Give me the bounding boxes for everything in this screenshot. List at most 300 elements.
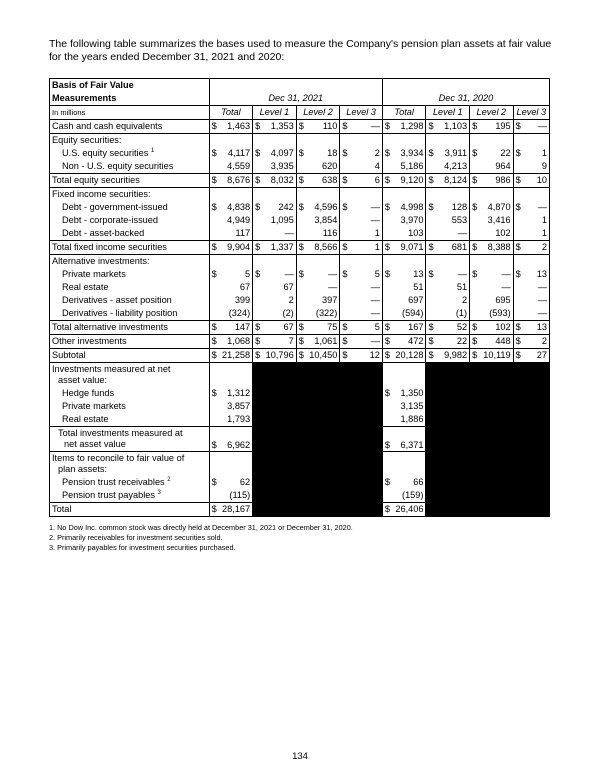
value-cell: — <box>457 269 468 279</box>
currency-sign: $ <box>209 174 219 188</box>
value-cell <box>392 134 426 148</box>
currency-sign: $ <box>382 201 392 214</box>
currency-sign: $ <box>340 268 350 281</box>
value-cell: — <box>523 307 550 321</box>
currency-sign: $ <box>426 174 436 188</box>
value-cell: — <box>284 269 294 279</box>
value-cell: 10,450 <box>306 349 340 363</box>
row-label: Derivatives - asset position <box>50 294 210 307</box>
value-cell: 9 <box>523 160 550 174</box>
currency-sign <box>382 188 392 202</box>
value-cell: — <box>370 215 380 225</box>
value-cell <box>436 188 470 202</box>
currency-sign <box>470 281 480 294</box>
currency-sign: $ <box>209 120 219 134</box>
row-label: Other investments <box>50 335 210 349</box>
header-row-columns <box>50 106 550 120</box>
currency-sign <box>426 307 436 321</box>
value-cell: 8,388 <box>479 241 513 255</box>
currency-sign <box>296 281 306 294</box>
currency-sign: $ <box>513 268 523 281</box>
value-cell: 66 <box>413 477 424 487</box>
value-cell: 2 <box>523 335 550 349</box>
currency-sign: $ <box>253 174 263 188</box>
value-cell: 986 <box>479 174 513 188</box>
currency-sign: $ <box>382 268 392 281</box>
currency-sign <box>209 307 219 321</box>
row-real-estate <box>50 281 550 294</box>
value-cell <box>523 188 550 202</box>
blank-shaded-cells <box>253 387 383 400</box>
value-cell: 7 <box>262 335 296 349</box>
row-label: Subtotal <box>50 349 210 363</box>
row-label: Debt - corporate-issued <box>50 214 210 227</box>
row-subtotal <box>50 349 550 363</box>
currency-sign <box>382 489 392 503</box>
currency-sign: $ <box>470 174 480 188</box>
value-cell: 9,071 <box>392 241 426 255</box>
page-number: 134 <box>292 751 308 762</box>
currency-sign: $ <box>382 147 392 160</box>
currency-sign <box>382 400 392 413</box>
value-cell: 2 <box>523 241 550 255</box>
currency-sign: $ <box>426 201 436 214</box>
currency-sign: $ <box>470 335 480 349</box>
row-label: Alternative investments: <box>50 255 210 269</box>
table-title-line2: Measurements <box>50 92 210 106</box>
header-row-periods <box>50 92 550 106</box>
blank-shaded-cells <box>253 413 383 427</box>
row-label: Non - U.S. equity securities <box>50 160 210 174</box>
row-debt-corporate <box>50 214 550 227</box>
value-cell <box>523 255 550 269</box>
blank-shaded-cells <box>426 400 550 413</box>
currency-sign: $ <box>253 241 263 255</box>
value-cell <box>219 188 253 202</box>
currency-sign: $ <box>382 349 392 363</box>
currency-sign <box>513 255 523 269</box>
currency-sign: $ <box>296 147 306 160</box>
value-cell: 116 <box>322 228 338 238</box>
currency-sign: $ <box>382 387 392 400</box>
currency-sign <box>426 134 436 148</box>
intro-paragraph: The following table summarizes the bases used to measure the Company's pension plan assets at fair value for the years ended December 31, 2021 and 2020: <box>49 38 552 63</box>
currency-sign <box>253 227 263 241</box>
row-label: Debt - asset-backed <box>50 227 210 241</box>
value-cell: 4,870 <box>487 202 511 212</box>
currency-sign <box>426 281 436 294</box>
value-cell: 620 <box>322 161 338 171</box>
currency-sign <box>340 214 350 227</box>
currency-sign: $ <box>426 147 436 160</box>
currency-sign <box>513 134 523 148</box>
footnotes <box>49 523 353 553</box>
currency-sign: $ <box>513 349 523 363</box>
currency-sign: $ <box>340 120 350 134</box>
value-cell: 472 <box>392 335 426 349</box>
value-cell: 2 <box>288 295 294 305</box>
currency-sign <box>296 134 306 148</box>
currency-sign <box>426 188 436 202</box>
currency-sign <box>513 307 523 321</box>
currency-sign <box>209 413 219 427</box>
currency-sign: $ <box>340 174 350 188</box>
currency-sign: $ <box>382 241 392 255</box>
currency-sign <box>470 134 480 148</box>
value-cell <box>436 134 470 148</box>
value-cell: 397 <box>322 295 338 305</box>
currency-sign: $ <box>209 201 219 214</box>
currency-sign: $ <box>513 241 523 255</box>
value-cell: 448 <box>479 335 513 349</box>
value-cell: 1,886 <box>400 414 424 424</box>
currency-sign <box>382 281 392 294</box>
currency-sign: $ <box>513 335 523 349</box>
currency-sign: $ <box>253 120 263 134</box>
row-label: Hedge funds <box>50 387 210 400</box>
currency-sign <box>296 255 306 269</box>
currency-sign: $ <box>382 321 392 335</box>
row-fixed-income-head <box>50 188 550 202</box>
value-cell: 3,135 <box>400 401 424 411</box>
currency-sign <box>296 188 306 202</box>
value-cell: 4,117 <box>227 148 251 158</box>
value-cell: 1 <box>523 214 550 227</box>
value-cell: 5 <box>245 269 251 279</box>
currency-sign <box>426 214 436 227</box>
value-cell: 1,463 <box>219 120 253 134</box>
currency-sign: $ <box>340 147 350 160</box>
row-total <box>50 503 550 517</box>
value-cell: (1) <box>455 308 468 318</box>
row-alternative-head <box>50 255 550 269</box>
value-cell: — <box>370 202 380 212</box>
currency-sign: $ <box>209 427 219 452</box>
row-label: Fixed income securities: <box>50 188 210 202</box>
value-cell <box>219 134 253 148</box>
currency-sign: $ <box>253 335 263 349</box>
value-cell <box>392 452 426 477</box>
row-label: Total equity securities <box>50 174 210 188</box>
currency-sign <box>253 134 263 148</box>
row-reconcile-head <box>50 452 550 477</box>
value-cell: — <box>523 201 550 214</box>
value-cell: 553 <box>451 215 468 225</box>
row-label: Items to reconcile to fair value of plan assets: <box>50 452 210 477</box>
currency-sign: $ <box>296 241 306 255</box>
currency-sign <box>209 452 219 477</box>
currency-sign <box>209 188 219 202</box>
currency-sign <box>470 214 480 227</box>
currency-sign <box>382 227 392 241</box>
currency-sign <box>209 294 219 307</box>
currency-sign <box>209 363 219 388</box>
row-derivatives-liability <box>50 307 550 321</box>
col-header: Total <box>209 106 253 120</box>
value-cell: 18 <box>327 148 338 158</box>
value-cell: (159) <box>402 490 424 500</box>
value-cell: 5 <box>349 321 382 335</box>
currency-sign: $ <box>513 201 523 214</box>
value-cell: 1,337 <box>262 241 296 255</box>
currency-sign <box>470 227 480 241</box>
value-cell <box>349 188 382 202</box>
row-nonus-equity <box>50 160 550 174</box>
value-cell <box>479 255 513 269</box>
value-cell <box>392 255 426 269</box>
blank-shaded-cells <box>426 503 550 517</box>
currency-sign: $ <box>426 335 436 349</box>
row-label: Pension trust receivables $^2$ <box>50 476 210 489</box>
value-cell: 1,068 <box>219 335 253 349</box>
row-private-markets-nav <box>50 400 550 413</box>
value-cell: 9,982 <box>436 349 470 363</box>
blank-shaded-cells <box>426 387 550 400</box>
currency-sign <box>340 134 350 148</box>
blank-shaded-cells <box>253 503 383 517</box>
currency-sign: $ <box>296 120 306 134</box>
value-cell: 3,854 <box>314 215 338 225</box>
value-cell: 52 <box>436 321 470 335</box>
value-cell: 1,061 <box>306 335 340 349</box>
value-cell: 20,128 <box>392 349 426 363</box>
value-cell: 103 <box>408 228 424 238</box>
value-cell: 10 <box>523 174 550 188</box>
row-total-alternative <box>50 321 550 335</box>
period-2020: Dec 31, 2020 <box>382 92 549 106</box>
currency-sign <box>426 294 436 307</box>
currency-sign <box>209 255 219 269</box>
value-cell <box>479 134 513 148</box>
value-cell: 964 <box>495 161 511 171</box>
row-label: Private markets <box>50 268 210 281</box>
value-cell: 147 <box>219 321 253 335</box>
currency-sign <box>209 400 219 413</box>
currency-sign <box>253 307 263 321</box>
value-cell: 5,186 <box>400 161 424 171</box>
value-cell: 697 <box>408 295 424 305</box>
value-cell <box>392 188 426 202</box>
value-cell: 3,857 <box>227 401 251 411</box>
value-cell: 638 <box>306 174 340 188</box>
footnote-1: 1. No Dow Inc. common stock was directly held at December 31, 2021 or December 31, 2020. <box>49 523 353 532</box>
row-other-investments <box>50 335 550 349</box>
currency-sign <box>340 227 350 241</box>
row-private-markets <box>50 268 550 281</box>
value-cell: — <box>370 282 380 292</box>
value-cell <box>219 255 253 269</box>
currency-sign <box>340 307 350 321</box>
row-derivatives-asset <box>50 294 550 307</box>
value-cell <box>523 134 550 148</box>
header-row-title <box>50 79 550 93</box>
currency-sign <box>209 134 219 148</box>
value-cell: 67 <box>239 282 251 292</box>
fair-value-table <box>49 78 550 517</box>
currency-sign: $ <box>513 321 523 335</box>
currency-sign: $ <box>296 335 306 349</box>
currency-sign: $ <box>426 268 436 281</box>
currency-sign: $ <box>209 503 219 517</box>
value-cell: 4,596 <box>314 202 338 212</box>
value-cell: 6,371 <box>392 427 426 452</box>
currency-sign <box>426 227 436 241</box>
currency-sign: $ <box>209 335 219 349</box>
currency-sign <box>253 294 263 307</box>
row-label: U.S. equity securities $^1$ <box>50 147 210 160</box>
value-cell: 62 <box>239 477 251 487</box>
value-cell: (324) <box>228 308 251 318</box>
currency-sign: $ <box>296 174 306 188</box>
row-label: Investments measured at net asset value: <box>50 363 210 388</box>
currency-sign: $ <box>470 241 480 255</box>
value-cell: 1 <box>349 241 382 255</box>
row-label: Pension trust payables $^3$ <box>50 489 210 503</box>
value-cell: 22 <box>436 335 470 349</box>
currency-sign: $ <box>470 268 480 281</box>
currency-sign: $ <box>382 335 392 349</box>
value-cell: — <box>523 120 550 134</box>
currency-sign <box>470 307 480 321</box>
col-header: Level 2 <box>296 106 340 120</box>
value-cell: 4,838 <box>227 202 251 212</box>
currency-sign: $ <box>209 147 219 160</box>
currency-sign: $ <box>513 147 523 160</box>
value-cell: 67 <box>262 321 296 335</box>
currency-sign <box>513 188 523 202</box>
currency-sign: $ <box>426 120 436 134</box>
value-cell: — <box>284 228 294 238</box>
value-cell: 4,097 <box>270 148 294 158</box>
value-cell: 1,095 <box>270 215 294 225</box>
currency-sign: $ <box>470 120 480 134</box>
col-header: Level 1 <box>253 106 297 120</box>
value-cell: — <box>501 282 511 292</box>
value-cell: 2 <box>374 148 380 158</box>
value-cell: 102 <box>495 228 511 238</box>
value-cell: 4,998 <box>400 202 424 212</box>
value-cell: 9,120 <box>392 174 426 188</box>
currency-sign <box>253 255 263 269</box>
currency-sign <box>382 413 392 427</box>
currency-sign <box>513 214 523 227</box>
value-cell: 3,911 <box>444 148 468 158</box>
currency-sign: $ <box>382 427 392 452</box>
value-cell: 10,796 <box>262 349 296 363</box>
currency-sign <box>470 188 480 202</box>
blank-shaded-cells <box>253 452 383 477</box>
currency-sign <box>296 294 306 307</box>
currency-sign <box>513 281 523 294</box>
value-cell <box>262 188 296 202</box>
row-label: Real estate <box>50 413 210 427</box>
currency-sign <box>513 294 523 307</box>
value-cell: (593) <box>489 308 511 318</box>
value-cell: — <box>370 295 380 305</box>
currency-sign <box>470 294 480 307</box>
currency-sign: $ <box>340 201 350 214</box>
currency-sign <box>513 227 523 241</box>
currency-sign <box>253 188 263 202</box>
row-label: Total <box>50 503 210 517</box>
value-cell: 8,566 <box>306 241 340 255</box>
value-cell: 8,676 <box>219 174 253 188</box>
value-cell: 51 <box>413 282 424 292</box>
currency-sign: $ <box>253 349 263 363</box>
value-cell: 5 <box>374 269 380 279</box>
currency-sign: $ <box>253 268 263 281</box>
currency-sign: $ <box>253 321 263 335</box>
currency-sign <box>296 227 306 241</box>
value-cell: (322) <box>315 308 338 318</box>
currency-sign <box>296 307 306 321</box>
value-cell: 681 <box>436 241 470 255</box>
currency-sign: $ <box>340 349 350 363</box>
currency-sign: $ <box>209 268 219 281</box>
period-2021: Dec 31, 2021 <box>209 92 382 106</box>
value-cell: 1 <box>523 227 550 241</box>
value-cell: 8,032 <box>262 174 296 188</box>
row-pension-receivables <box>50 476 550 489</box>
value-cell: 1,298 <box>392 120 426 134</box>
currency-sign <box>296 214 306 227</box>
currency-sign <box>382 452 392 477</box>
currency-sign <box>382 134 392 148</box>
currency-sign <box>340 255 350 269</box>
row-label: Private markets <box>50 400 210 413</box>
value-cell: 3,934 <box>400 148 424 158</box>
currency-sign: $ <box>382 503 392 517</box>
value-cell: 4 <box>374 161 380 171</box>
value-cell: 13 <box>523 268 550 281</box>
value-cell <box>436 255 470 269</box>
value-cell: 1 <box>523 147 550 160</box>
row-total-fixed-income <box>50 241 550 255</box>
value-cell: — <box>370 308 380 318</box>
value-cell: 26,406 <box>392 503 426 517</box>
blank-shaded-cells <box>253 400 383 413</box>
value-cell <box>479 188 513 202</box>
row-equity-head <box>50 134 550 148</box>
currency-sign: $ <box>209 349 219 363</box>
value-cell: 67 <box>283 282 294 292</box>
row-label: Cash and cash equivalents <box>50 120 210 134</box>
currency-sign <box>382 160 392 174</box>
value-cell: 6,962 <box>219 427 253 452</box>
currency-sign <box>209 214 219 227</box>
currency-sign <box>340 294 350 307</box>
value-cell <box>219 452 253 477</box>
currency-sign: $ <box>382 476 392 489</box>
blank-shaded-cells <box>426 476 550 489</box>
blank-shaded-cells <box>253 476 383 489</box>
currency-sign: $ <box>513 120 523 134</box>
currency-sign: $ <box>340 241 350 255</box>
footnote-3: 3. Primarily payables for investment securities purchased. <box>49 543 236 552</box>
currency-sign: $ <box>296 321 306 335</box>
currency-sign: $ <box>382 174 392 188</box>
currency-sign: $ <box>426 241 436 255</box>
row-label: Total fixed income securities <box>50 241 210 255</box>
value-cell: (2) <box>282 308 294 318</box>
value-cell <box>349 134 382 148</box>
currency-sign <box>513 160 523 174</box>
value-cell: 3,935 <box>270 161 294 171</box>
table-title-line1: Basis of Fair Value <box>50 79 210 93</box>
currency-sign: $ <box>253 147 263 160</box>
value-cell: 2 <box>461 295 468 305</box>
currency-sign: $ <box>426 321 436 335</box>
